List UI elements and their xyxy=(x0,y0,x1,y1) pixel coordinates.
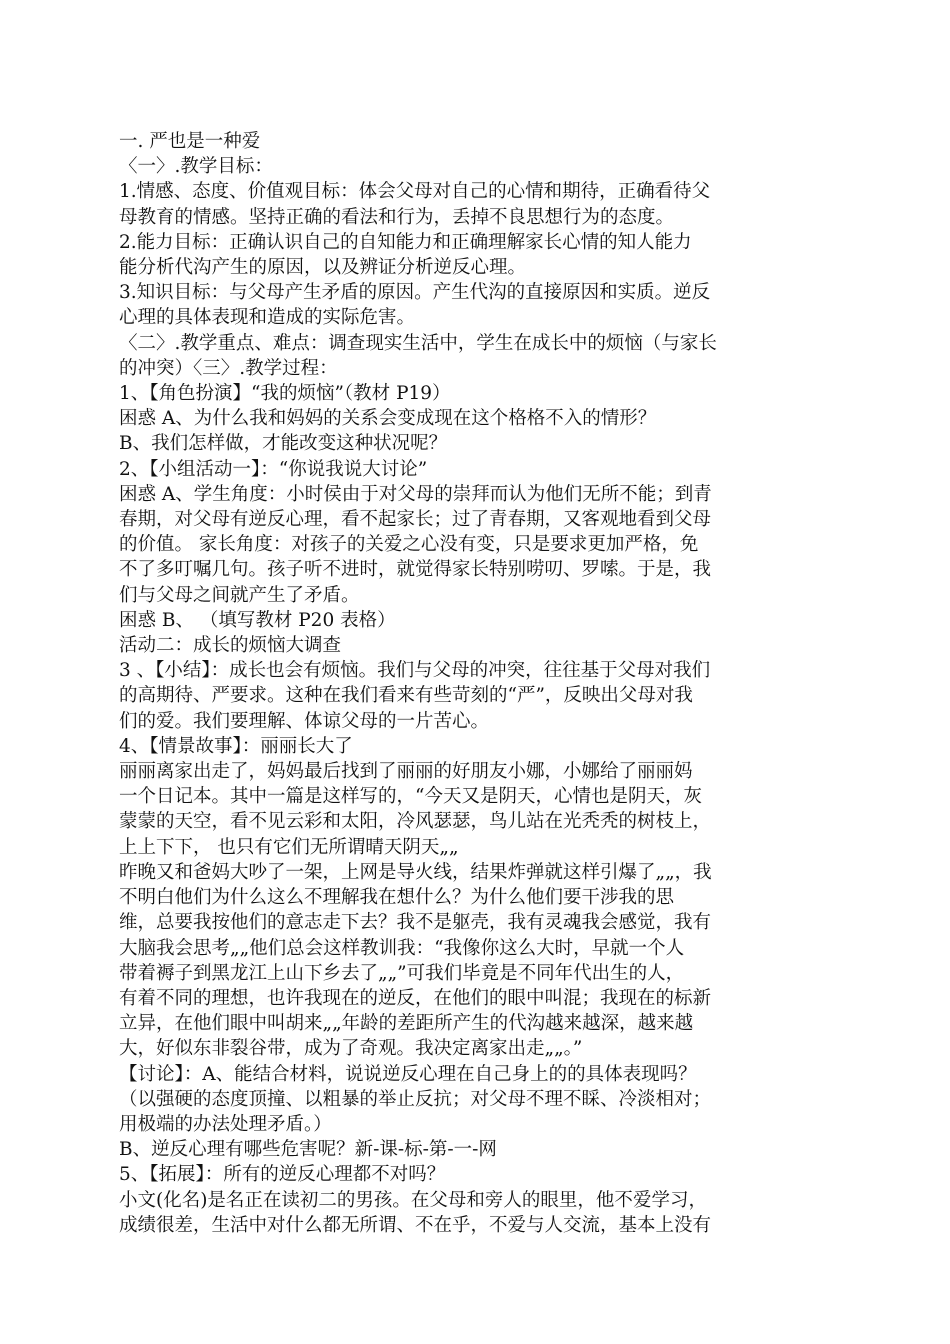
item-heading: 1、【角色扮演】“我的烦恼”（教材 P19） xyxy=(119,383,451,405)
paragraph-line: 春期，对父母有逆反心理，看不起家长；过了青春期，又客观地看到父母 xyxy=(119,509,712,531)
paragraph-line: 的价值。 家长角度：对孩子的关爱之心没有变，只是要求更加严格，免 xyxy=(119,534,699,556)
item-heading: 2、【小组活动一】：“你说我说大讨论” xyxy=(119,458,428,480)
paragraph-line: 们与父母之间就产生了矛盾。 xyxy=(119,584,360,606)
paragraph-line: 困惑 A、为什么我和妈妈的关系会变成现在这个格格不入的情形？ xyxy=(119,408,657,430)
paragraph-line: 大脑我会思考„„他们总会这样教训我：“我像你这么大时，早就一个人 xyxy=(119,937,685,959)
document-body xyxy=(119,129,819,1238)
paragraph-line: 大，好似东非裂谷带，成为了奇观。我决定离家出走„„。” xyxy=(119,1038,583,1060)
subsection-heading: 〈一〉.教学目标： xyxy=(119,156,273,178)
paragraph-line: 不明白他们为什么这么不理解我在想什么？为什么他们要干涉我的思 xyxy=(119,887,675,909)
paragraph-line: 有着不同的理想，也许我现在的逆反，在他们的眼中叫混；我现在的标新 xyxy=(119,987,712,1009)
paragraph-line: 3.知识目标：与父母产生矛盾的原因。产生代沟的直接原因和实质。逆反 xyxy=(119,282,711,304)
paragraph-line: 不了多叮嘱几句。孩子听不进时，就觉得家长特别唠叨、罗嗦。于是，我 xyxy=(119,559,712,581)
paragraph-line: 带着褥子到黑龙江上山下乡去了„„”可我们毕竟是不同年代出生的人， xyxy=(119,962,685,984)
paragraph-line: 蒙蒙的天空，看不见云彩和太阳，冷风瑟瑟，鸟儿站在光秃秃的树枝上， xyxy=(119,811,712,833)
item-heading: 4、【情景故事】：丽丽长大了 xyxy=(119,735,353,757)
paragraph-line: 1.情感、态度、价值观目标：体会父母对自己的心情和期待，正确看待父 xyxy=(119,181,711,203)
paragraph-line: 2.能力目标：正确认识自己的自知能力和正确理解家长心情的知人能力 xyxy=(119,231,692,253)
paragraph-line: 们的爱。我们要理解、体谅父母的一片苦心。 xyxy=(119,710,490,732)
paragraph-line: 成绩很差，生活中对什么都无所谓、不在乎，不爱与人交流，基本上没有 xyxy=(119,1214,712,1236)
paragraph-line: 母教育的情感。坚持正确的看法和行为，丢掉不良思想行为的态度。 xyxy=(119,206,675,228)
item-heading: 【讨论】：A、能结合材料，说说逆反心理在自己身上的的具体表现吗？ xyxy=(119,1063,697,1085)
paragraph-line: 困惑 B、 （填写教材 P20 表格） xyxy=(119,609,396,631)
item-heading: 3 、【小结】：成长也会有烦恼。我们与父母的冲突，往往基于父母对我们 xyxy=(119,660,711,682)
paragraph-line: 上上下下， 也只有它们无所谓晴天阴天„„ xyxy=(119,836,459,858)
paragraph-line: 昨晚又和爸妈大吵了一架，上网是导火线，结果炸弹就这样引爆了„„，我 xyxy=(119,861,712,883)
item-heading: 5、【拓展】：所有的逆反心理都不对吗？ xyxy=(119,1164,446,1186)
paragraph-line: B、我们怎样做，才能改变这种状况呢？ xyxy=(119,433,448,455)
paragraph-line: （以强硬的态度顶撞、以粗暴的举止反抗；对父母不理不睬、冷淡相对； xyxy=(119,1088,712,1110)
subsection-heading: 〈二〉.教学重点、难点：调查现实生活中，学生在成长中的烦恼（与家长 xyxy=(119,332,717,354)
paragraph-line: 丽丽离家出走了，妈妈最后找到了丽丽的好朋友小娜，小娜给了丽丽妈 xyxy=(119,761,693,783)
paragraph-line: 活动二：成长的烦恼大调查 xyxy=(119,635,342,657)
paragraph-line: 用极端的办法处理矛盾。） xyxy=(119,1113,332,1135)
paragraph-line: 小文(化名)是名正在读初二的男孩。在父母和旁人的眼里，他不爱学习， xyxy=(119,1189,707,1211)
paragraph-line: 的冲突）〈三〉.教学过程： xyxy=(119,357,338,379)
paragraph-line: 困惑 A、学生角度：小时侯由于对父母的崇拜而认为他们无所不能；到青 xyxy=(119,483,712,505)
paragraph-line: 心理的具体表现和造成的实际危害。 xyxy=(119,307,416,329)
paragraph-line: B、逆反心理有哪些危害呢？新-课-标-第-一-网 xyxy=(119,1139,497,1161)
paragraph-line: 一个日记本。其中一篇是这样写的，“今天又是阴天，心情也是阴天，灰 xyxy=(119,786,702,808)
paragraph-line: 能分析代沟产生的原因，以及辨证分析逆反心理。 xyxy=(119,257,527,279)
paragraph-line: 维，总要我按他们的意志走下去？我不是躯壳，我有灵魂我会感觉，我有 xyxy=(119,912,712,934)
section-title: 一. 严也是一种爱 xyxy=(119,131,261,152)
paragraph-line: 立异，在他们眼中叫胡来„„年龄的差距所产生的代沟越来越深，越来越 xyxy=(119,1013,694,1035)
paragraph-line: 的高期待、严要求。这种在我们看来有些苛刻的“严”，反映出父母对我 xyxy=(119,685,693,707)
